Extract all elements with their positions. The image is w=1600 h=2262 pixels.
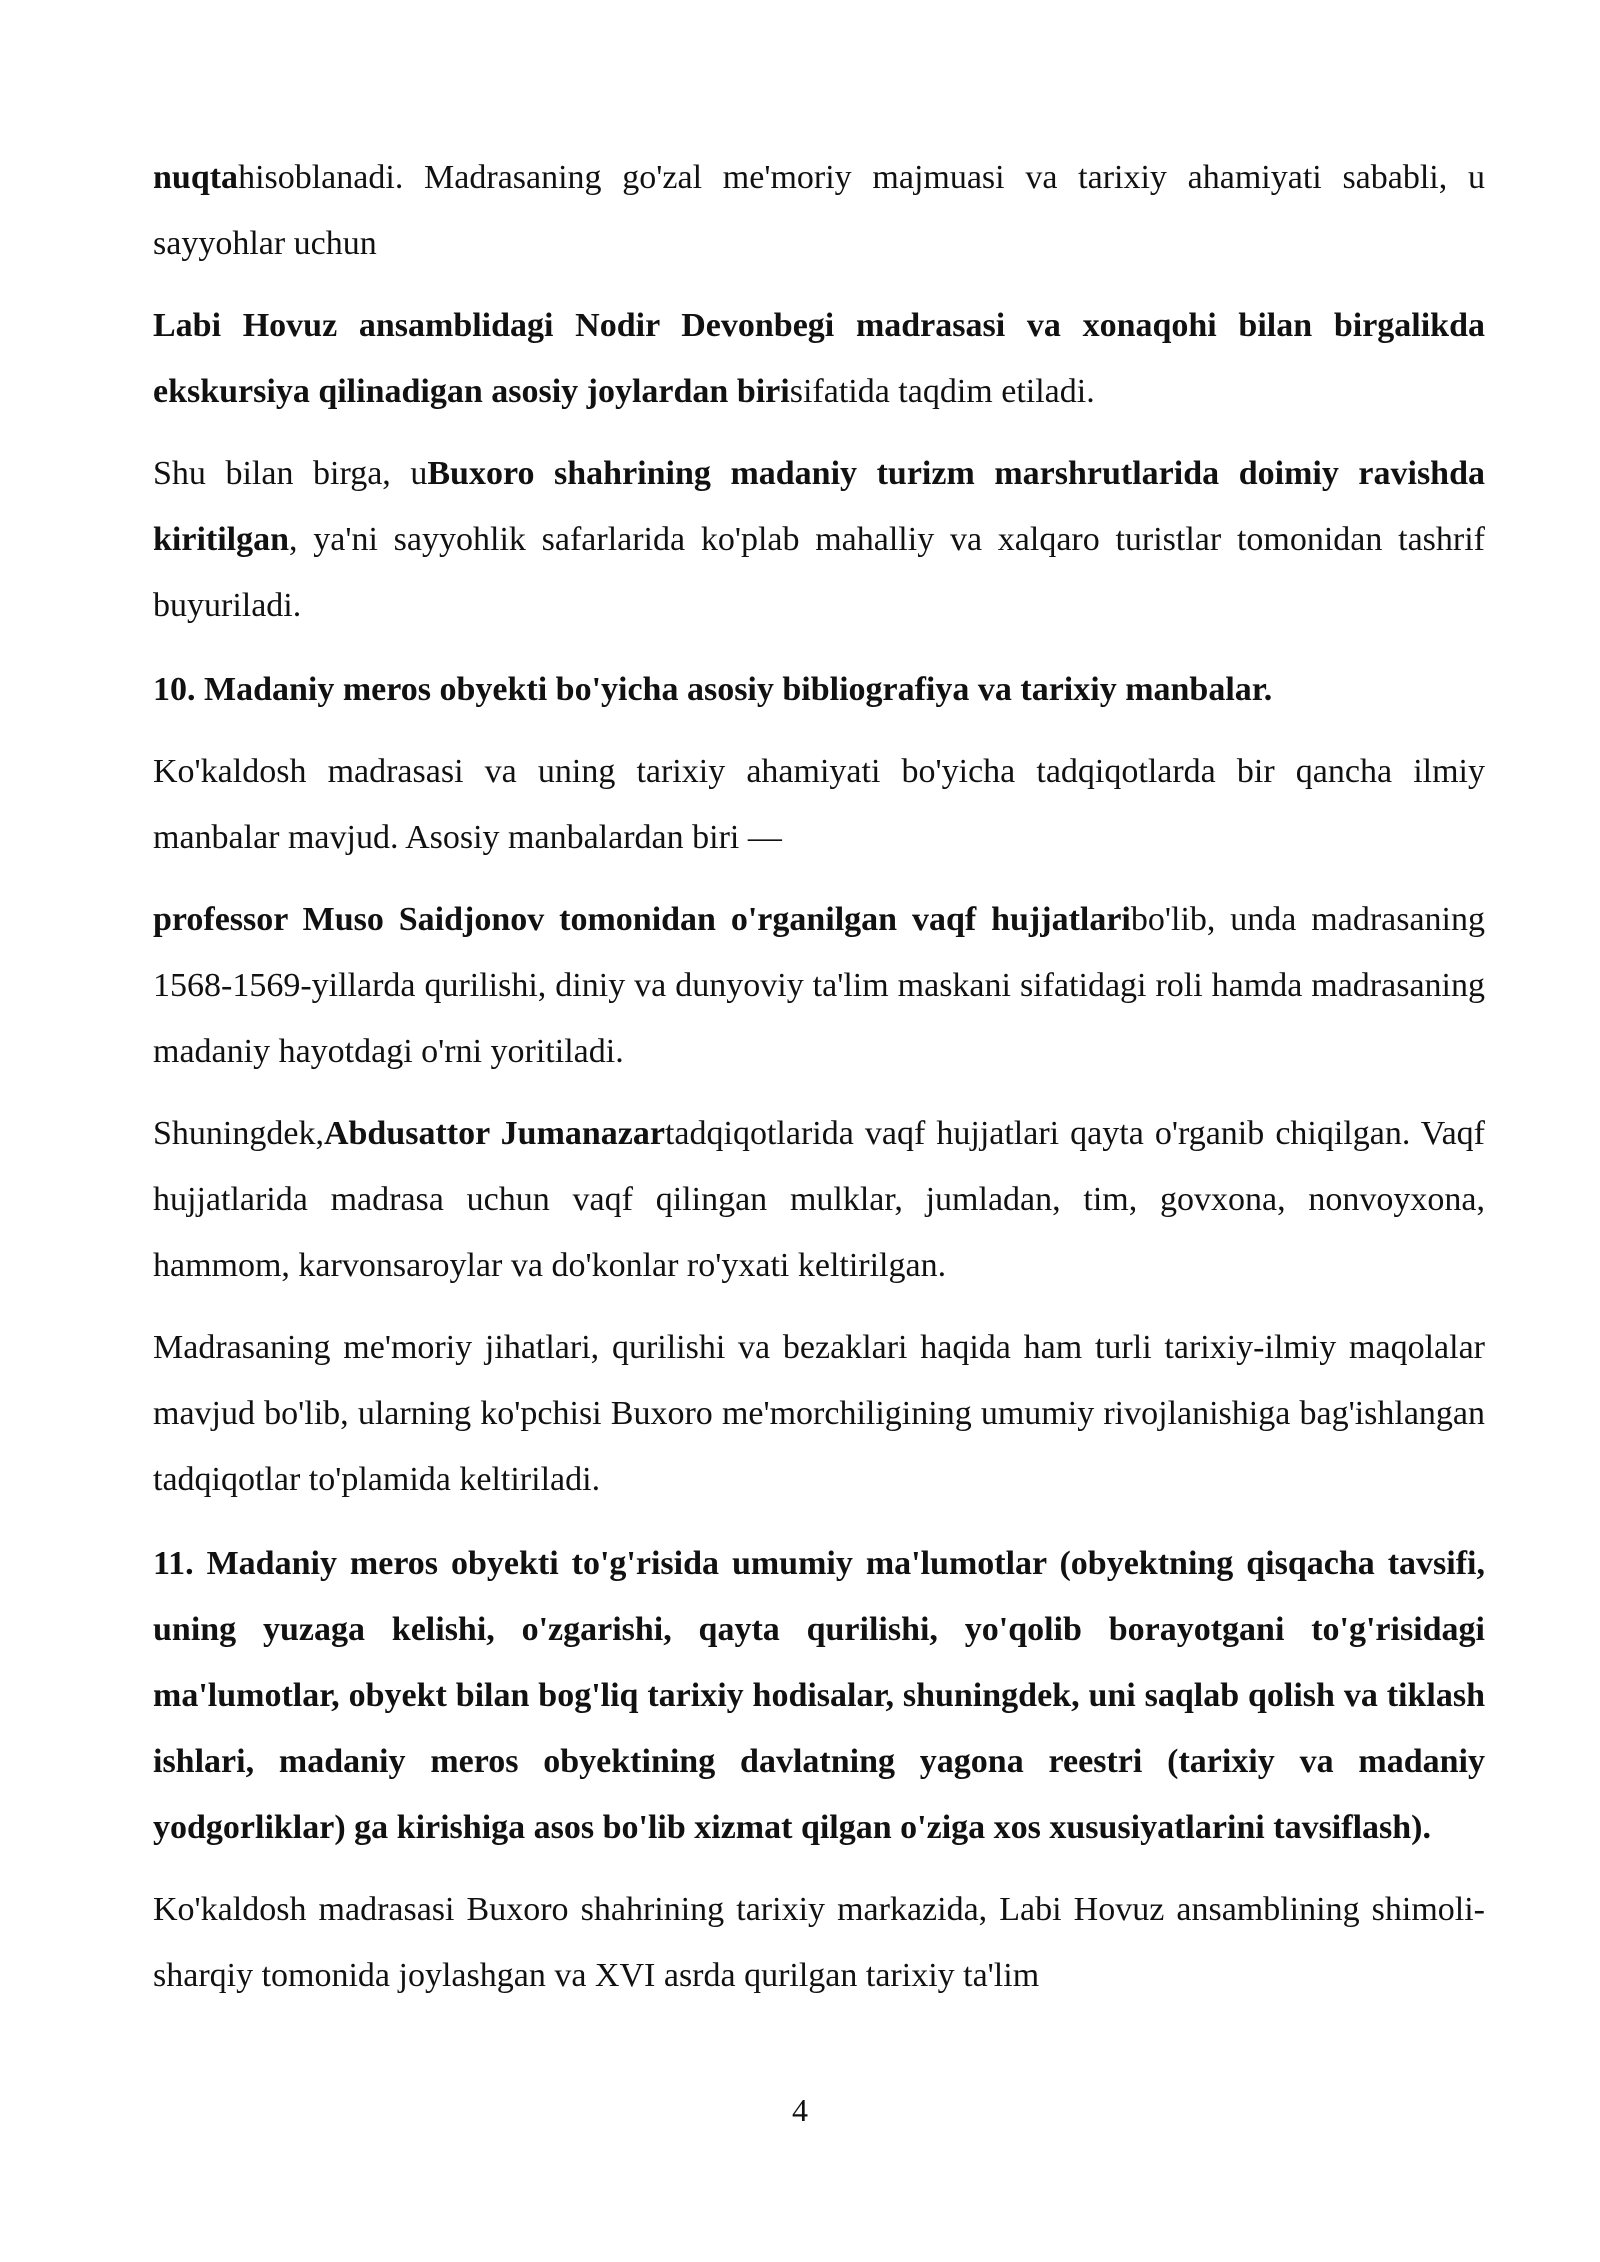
- body-text: hisoblanadi. Madrasaning go'zal me'moriy majmuasi va tarixiy ahamiyati sababli, u sayyohlar uchun: [153, 159, 1485, 262]
- body-text: sifatida taqdim etiladi.: [789, 373, 1095, 410]
- body-text: Shu bilan birga, u: [153, 455, 428, 492]
- paragraph-5: [153, 887, 1485, 1085]
- bold-text: Buxoro shahrining madaniy turizm marshrutlarida doimiy ravishda kiritilgan: [153, 455, 1485, 558]
- bold-text: professor Muso Saidjonov tomonidan o'rganilgan vaqf hujjatlari: [153, 901, 1131, 938]
- section-heading-10: 10. Madaniy meros obyekti bo'yicha asosiy bibliografiya va tarixiy manbalar.: [153, 671, 1273, 708]
- paragraph-6: [153, 1101, 1485, 1299]
- body-text: Ko'kaldosh madrasasi va uning tarixiy ahamiyati bo'yicha tadqiqotlarda bir qancha ilmiy manbalar mavjud. Asosiy manbalardan biri —: [153, 753, 1485, 856]
- paragraph-3: [153, 441, 1485, 639]
- bold-text: nuqta: [153, 159, 239, 196]
- body-text: Ko'kaldosh madrasasi Buxoro shahrining tarixiy markazida, Labi Hovuz ansamblining shimoli-sharqiy tomonida joylashgan va XVI asrda qurilgan tarixiy ta'lim: [153, 1891, 1485, 1994]
- body-text: tadqiqotlarida vaqf hujjatlari qayta o'rganib chiqilgan. Vaqf hujjatlarida madrasa uchun vaqf qilingan mulklar, jumladan, tim, govxona, nonvoyxona, hammom, karvonsaroylar va do'konlar ro'yxati keltirilgan.: [153, 1115, 1485, 1284]
- paragraph-1: [153, 145, 1485, 277]
- body-text: bo'lib, unda madrasaning 1568-1569-yillarda qurilishi, diniy va dunyoviy ta'lim maskani sifatidagi roli hamda madrasaning madaniy hayotdagi o'rni yoritiladi.: [153, 901, 1485, 1070]
- section-heading-11: 11. Madaniy meros obyekti to'g'risida umumiy ma'lumotlar (obyektning qisqacha tavsifi, uning yuzaga kelishi, o'zgarishi, qayta qurilishi, yo'qolib borayotgani to'g'risidagi ma'lumotlar, obyekt bilan bog'liq tarixiy hodisalar, shuningdek, uni saqlab qolish va tiklash ishlari, madaniy meros obyektining davlatning yagona reestri (tarixiy va madaniy yodgorliklar) ga kirishiga asos bo'lib xizmat qilgan o'ziga xos xususiyatlarini tavsiflash).: [153, 1545, 1485, 1846]
- page-number: 4: [792, 2092, 808, 2128]
- body-text: Shuningdek,: [153, 1115, 324, 1152]
- body-text: Madrasaning me'moriy jihatlari, qurilishi va bezaklari haqida ham turli tarixiy-ilmiy maqolalar mavjud bo'lib, ularning ko'pchisi Buxoro me'morchiligining umumiy rivojlanishiga bag'ishlangan tadqiqotlar to'plamida keltiriladi.: [153, 1329, 1485, 1498]
- body-text: , ya'ni sayyohlik safarlarida ko'plab mahalliy va xalqaro turistlar tomonidan tashrif buyuriladi.: [153, 521, 1485, 624]
- paragraph-4: [153, 739, 1485, 871]
- bold-text: Labi Hovuz ansamblidagi Nodir Devonbegi madrasasi va xonaqohi bilan birgalikda ekskursiya qilinadigan asosiy joylardan biri: [153, 307, 1485, 410]
- paragraph-2: [153, 293, 1485, 425]
- page-body: [153, 145, 1485, 2025]
- paragraph-7: [153, 1315, 1485, 1513]
- paragraph-8: [153, 1877, 1485, 2009]
- bold-text: Abdusattor Jumanazar: [323, 1115, 665, 1152]
